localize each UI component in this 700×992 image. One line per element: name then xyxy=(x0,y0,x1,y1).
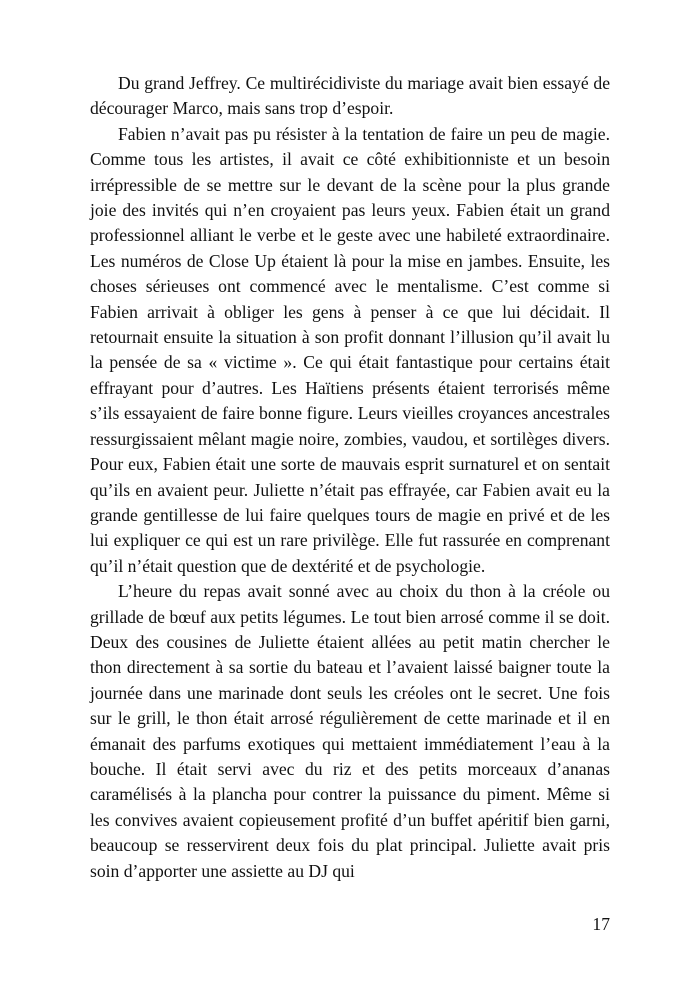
page-body-text xyxy=(90,71,610,884)
page-number: 17 xyxy=(592,914,610,934)
paragraph: Du grand Jeffrey. Ce multirécidiviste du mariage avait bien essayé de décourager Marco, mais sans trop d’espoir. xyxy=(90,73,610,119)
paragraph: L’heure du repas avait sonné avec au choix du thon à la créole ou grillade de bœuf aux petits légumes. Le tout bien arrosé comme il se doit. Deux des cousines de Juliette étaient allées au petit matin chercher le thon directement à sa sortie du bateau et l’avaient laissé baigner toute la journée dans une marinade dont seuls les créoles ont le secret. Une fois sur le grill, le thon était arrosé régulièrement de cette marinade et il en émanait des parfums exotiques qui mettaient immédiatement l’eau à la bouche. Il était servi avec du riz et des petits morceaux d’ananas caramélisés à la plancha pour contrer la puissance du piment. Même si les convives avaient copieusement profité d’un buffet apéritif bien garni, beaucoup se resservirent deux fois du plat principal. Juliette avait pris soin d’apporter une assiette au DJ qui xyxy=(90,581,610,881)
paragraph: Fabien n’avait pas pu résister à la tentation de faire un peu de magie. Comme tous les artistes, il avait ce côté exhibitionniste et un besoin irrépressible de se mettre sur le devant de la scène pour la plus grande joie des invités qui n’en croyaient pas leurs yeux. Fabien était un grand professionnel alliant le verbe et le geste avec une habileté extraordinaire. Les numéros de Close Up étaient là pour la mise en jambes. Ensuite, les choses sérieuses ont commencé avec le mentalisme. C’est comme si Fabien arrivait à obliger les gens à penser à ce que lui décidait. Il retournait ensuite la situation à son profit donnant l’illusion qu’il avait lu la pensée de sa « victime ». Ce qui était fantastique pour certains était effrayant pour d’autres. Les Haïtiens présents étaient terrorisés même s’ils essayaient de faire bonne figure. Leurs vieilles croyances ancestrales ressurgissaient mêlant magie noire, zombies, vaudou, et sortilèges divers. Pour eux, Fabien était une sorte de mauvais esprit surnaturel et on sentait qu’ils en avaient peur. Juliette n’était pas effrayée, car Fabien avait eu la grande gentillesse de lui faire quelques tours de magie en privé et de les lui expliquer ce qui est un rare privilège. Elle fut rassurée en comprenant qu’il n’était question que de dextérité et de psychologie. xyxy=(90,123,610,576)
